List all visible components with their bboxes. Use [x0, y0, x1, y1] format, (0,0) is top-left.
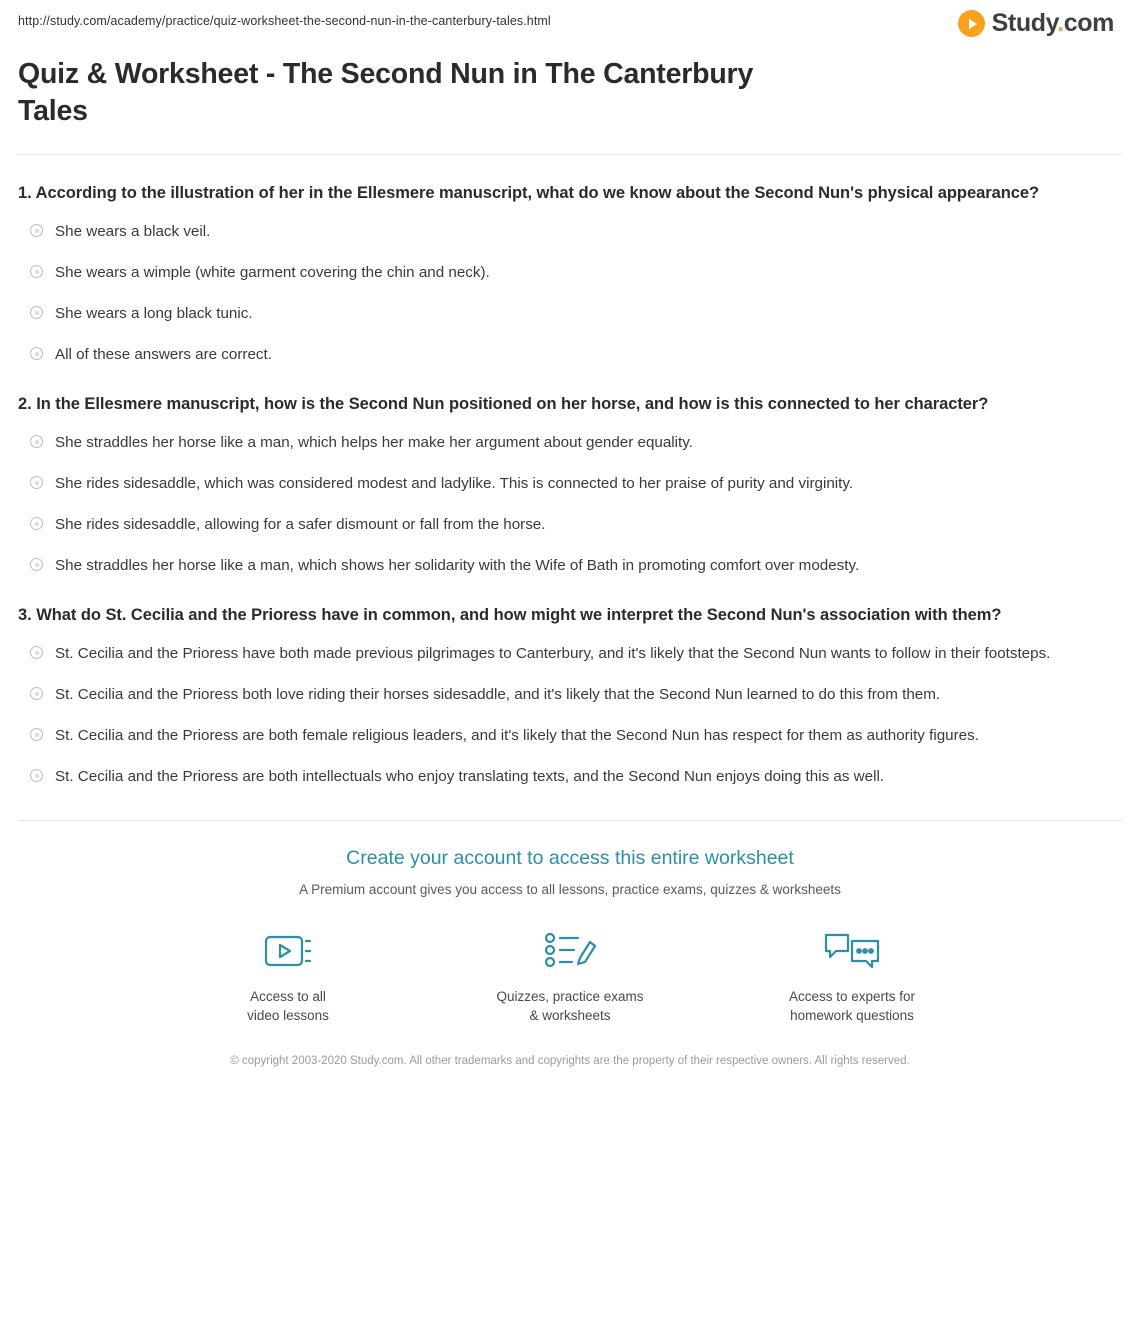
title-divider	[18, 154, 1122, 155]
promo-title[interactable]: Create your account to access this entire worksheet	[346, 847, 794, 869]
question-2-answers	[18, 431, 1122, 577]
radio-button-icon[interactable]	[30, 558, 43, 571]
radio-button-icon[interactable]	[30, 265, 43, 278]
perk-label-line2: & worksheets	[529, 1008, 611, 1023]
answer-label: She wears a long black tunic.	[55, 305, 253, 322]
question-3-text: 3. What do St. Cecilia and the Prioress have in common, and how might we interpret the Second Nun's association with them?	[18, 606, 1002, 624]
play-circle-icon	[958, 10, 985, 37]
perk-expert-help	[764, 925, 940, 1025]
study-com-logo[interactable]	[958, 10, 1122, 37]
answer-label: St. Cecilia and the Prioress are both female religious leaders, and it's likely that the Second Nun has respect for them as authority figures.	[55, 727, 979, 744]
question-3	[16, 603, 1124, 788]
answer-label: She rides sidesaddle, which was considered modest and ladylike. This is connected to her praise of purity and virginity.	[55, 475, 854, 492]
answer-label: St. Cecilia and the Prioress have both made previous pilgrimages to Canterbury, and it's likely that the Second Nun wants to follow in their footsteps.	[55, 645, 1051, 662]
answer-label: St. Cecilia and the Prioress both love riding their horses sidesaddle, and it's likely that the Second Nun learned to do this from them.	[55, 686, 941, 703]
perk-video-lessons	[200, 925, 376, 1025]
logo-brand-name: Study	[991, 9, 1058, 37]
answer-label: St. Cecilia and the Prioress are both intellectuals who enjoy translating texts, and the Second Nun enjoys doing this as well.	[55, 768, 885, 785]
radio-button-icon[interactable]	[30, 435, 43, 448]
answer-label: She wears a wimple (white garment covering the chin and neck).	[55, 264, 490, 281]
perk-label-line1: Access to all	[250, 989, 326, 1004]
radio-button-icon[interactable]	[30, 517, 43, 530]
answer-option[interactable]	[18, 343, 1122, 366]
worksheet-page	[0, 56, 1140, 1070]
answer-label: She wears a black veil.	[55, 223, 211, 240]
perk-label-line2: homework questions	[790, 1008, 914, 1023]
perk-quizzes-worksheets	[482, 925, 658, 1025]
radio-button-icon[interactable]	[30, 347, 43, 360]
logo-suffix: com	[1063, 9, 1114, 37]
question-1-text: 1. According to the illustration of her in the Ellesmere manuscript, what do we know about the Second Nun's physical appearance?	[18, 184, 1040, 202]
answer-option[interactable]	[18, 724, 1122, 747]
copyright-notice: © copyright 2003-2020 Study.com. All other trademarks and copyrights are the property of their respective owners. All rights reserved.	[230, 1055, 910, 1067]
question-2-text: 2. In the Ellesmere manuscript, how is the Second Nun positioned on her horse, and how is this connected to her character?	[18, 395, 989, 413]
video-play-icon	[200, 925, 376, 977]
quiz-checklist-icon	[482, 925, 658, 977]
perk-label-line2: video lessons	[247, 1008, 329, 1023]
answer-label: She straddles her horse like a man, which helps her make her argument about gender equality.	[55, 434, 693, 451]
answer-option[interactable]	[18, 513, 1122, 536]
answer-option[interactable]	[18, 642, 1122, 665]
answer-option[interactable]	[18, 220, 1122, 243]
answer-label: She straddles her horse like a man, which shows her solidarity with the Wife of Bath in promoting comfort over modesty.	[55, 557, 860, 574]
logo-wordmark	[992, 10, 1114, 37]
radio-button-icon[interactable]	[30, 769, 43, 782]
answer-label: All of these answers are correct.	[55, 346, 272, 363]
account-promo	[16, 821, 1124, 1070]
radio-button-icon[interactable]	[30, 687, 43, 700]
answer-option[interactable]	[18, 472, 1122, 495]
page-title: Quiz & Worksheet - The Second Nun in The Canterbury Tales	[18, 58, 754, 127]
promo-perks	[16, 925, 1124, 1025]
answer-option[interactable]	[18, 765, 1122, 788]
answer-label: She rides sidesaddle, allowing for a safer dismount or fall from the horse.	[55, 516, 546, 533]
answer-option[interactable]	[18, 261, 1122, 284]
question-3-answers	[18, 642, 1122, 788]
radio-button-icon[interactable]	[30, 728, 43, 741]
radio-button-icon[interactable]	[30, 306, 43, 319]
question-1-answers	[18, 220, 1122, 366]
question-1	[16, 181, 1124, 366]
answer-option[interactable]	[18, 431, 1122, 454]
perk-label-line1: Quizzes, practice exams	[496, 989, 644, 1004]
answer-option[interactable]	[18, 554, 1122, 577]
radio-button-icon[interactable]	[30, 476, 43, 489]
chat-bubbles-icon	[764, 925, 940, 977]
page-url: http://study.com/academy/practice/quiz-worksheet-the-second-nun-in-the-canterbury-tales.html	[18, 14, 551, 28]
logo-dot: .	[1057, 9, 1064, 37]
answer-option[interactable]	[18, 302, 1122, 325]
radio-button-icon[interactable]	[30, 224, 43, 237]
answer-option[interactable]	[18, 683, 1122, 706]
question-2	[16, 392, 1124, 577]
promo-subtitle: A Premium account gives you access to all lessons, practice exams, quizzes & worksheets	[299, 882, 841, 897]
radio-button-icon[interactable]	[30, 646, 43, 659]
perk-label-line1: Access to experts for	[788, 989, 916, 1004]
browser-top-bar	[0, 0, 1140, 46]
